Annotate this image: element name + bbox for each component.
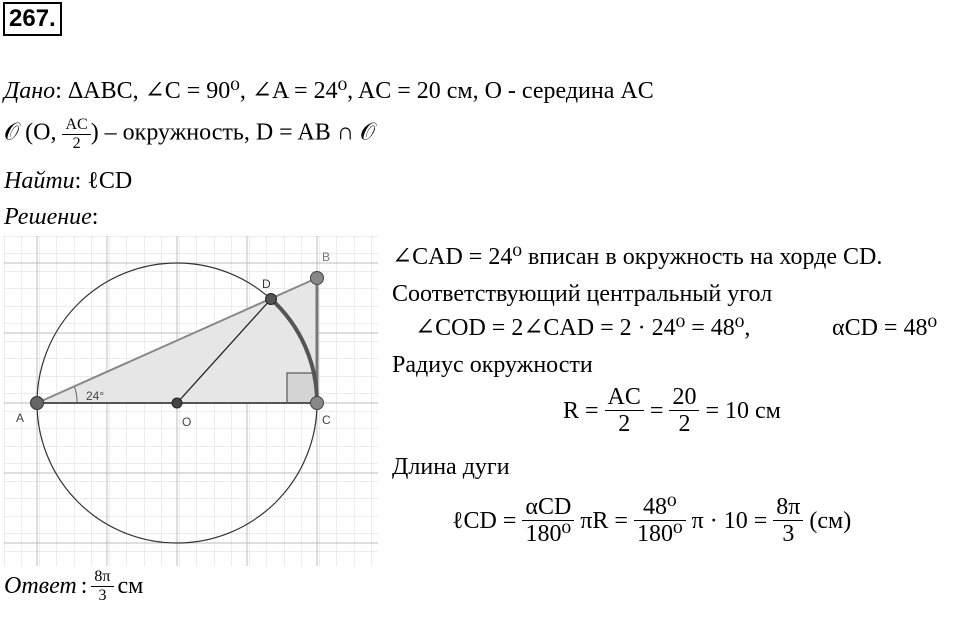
answer-label: Ответ xyxy=(4,573,77,600)
arc-eq-f2-bottom: 180⁰ xyxy=(636,521,683,548)
label-a: A xyxy=(16,411,25,425)
problem-number: 267. xyxy=(3,2,62,36)
geometry-figure xyxy=(4,236,378,566)
radius-eq-left: R = xyxy=(563,397,599,424)
arc-eq-f3-bottom: 3 xyxy=(782,521,795,548)
radius-fraction xyxy=(62,116,90,152)
given-line-1 xyxy=(4,76,654,106)
arc-eq-f3-top: 8π xyxy=(773,494,803,521)
radius-eq-equals: = xyxy=(649,397,664,424)
answer-fraction-top: 8π xyxy=(91,568,113,587)
radius-equation xyxy=(563,384,781,438)
answer-fraction xyxy=(91,568,113,604)
find-line xyxy=(4,166,132,196)
answer-unit: см xyxy=(117,573,144,600)
radius-eq-right: = 10 см xyxy=(705,397,781,424)
circle-definition-prefix: 𝒪 (O, xyxy=(4,119,57,146)
label-o: O xyxy=(182,415,192,429)
solution-heading xyxy=(4,202,98,232)
answer-colon: : xyxy=(80,573,88,600)
radius-eq-fraction-2 xyxy=(669,384,699,438)
central-angle-heading: Соответствующий центральный угол xyxy=(392,281,773,307)
solution-label: Решение xyxy=(4,204,92,230)
radius-eq-f2-top: 20 xyxy=(669,384,699,411)
arc-angle-value: αCD = 48⁰ xyxy=(832,315,938,341)
arc-eq-f2-top: 48⁰ xyxy=(634,494,686,521)
arc-eq-mid-2: π · 10 = xyxy=(691,507,768,534)
central-angle-equation: ∠COD = 2∠CAD = 2 · 24⁰ = 48⁰, xyxy=(415,315,751,341)
point-b xyxy=(311,272,324,285)
find-value: : ℓCD xyxy=(74,168,133,194)
radius-eq-f1-bottom: 2 xyxy=(618,411,631,438)
point-d xyxy=(266,294,277,305)
point-a xyxy=(31,397,44,410)
arc-eq-fraction-2 xyxy=(634,494,686,548)
radius-fraction-bottom: 2 xyxy=(72,134,81,152)
label-d: D xyxy=(262,277,271,291)
arc-eq-f1-top: αCD xyxy=(522,494,574,521)
arc-eq-fraction-1 xyxy=(522,494,574,548)
radius-fraction-top: AC xyxy=(62,116,90,135)
solution-colon: : xyxy=(91,204,99,230)
find-label: Найти xyxy=(4,168,75,194)
arc-eq-left: ℓCD = xyxy=(452,507,517,534)
radius-eq-fraction-1 xyxy=(605,384,644,438)
given-line-2 xyxy=(4,116,375,152)
arc-length-equation xyxy=(452,494,851,548)
arc-eq-right: (см) xyxy=(809,507,852,534)
arc-length-heading: Длина дуги xyxy=(392,454,510,480)
arc-eq-fraction-3 xyxy=(773,494,803,548)
given-label: Дано xyxy=(4,78,56,104)
inscribed-angle-line: ∠CAD = 24⁰ вписан в окружность на хорде CD. xyxy=(392,244,883,270)
point-o xyxy=(172,398,182,408)
radius-eq-f1-top: AC xyxy=(605,384,644,411)
circle-definition-suffix: ) – окружность, D = AB ∩ 𝒪 xyxy=(90,119,376,146)
radius-eq-f2-bottom: 2 xyxy=(678,411,691,438)
arc-eq-f1-bottom: 180⁰ xyxy=(525,521,572,548)
answer-fraction-bottom: 3 xyxy=(98,586,107,604)
radius-heading: Радиус окружности xyxy=(392,352,593,378)
angle-label: 24° xyxy=(86,389,105,403)
answer-line xyxy=(4,568,143,604)
given-conditions: : ΔABC, ∠C = 90⁰, ∠A = 24⁰, AC = 20 см, O - середина AC xyxy=(55,78,654,104)
point-c xyxy=(311,397,324,410)
label-b: B xyxy=(322,250,331,264)
label-c: C xyxy=(322,413,331,427)
arc-eq-mid-1: πR = xyxy=(580,507,628,534)
